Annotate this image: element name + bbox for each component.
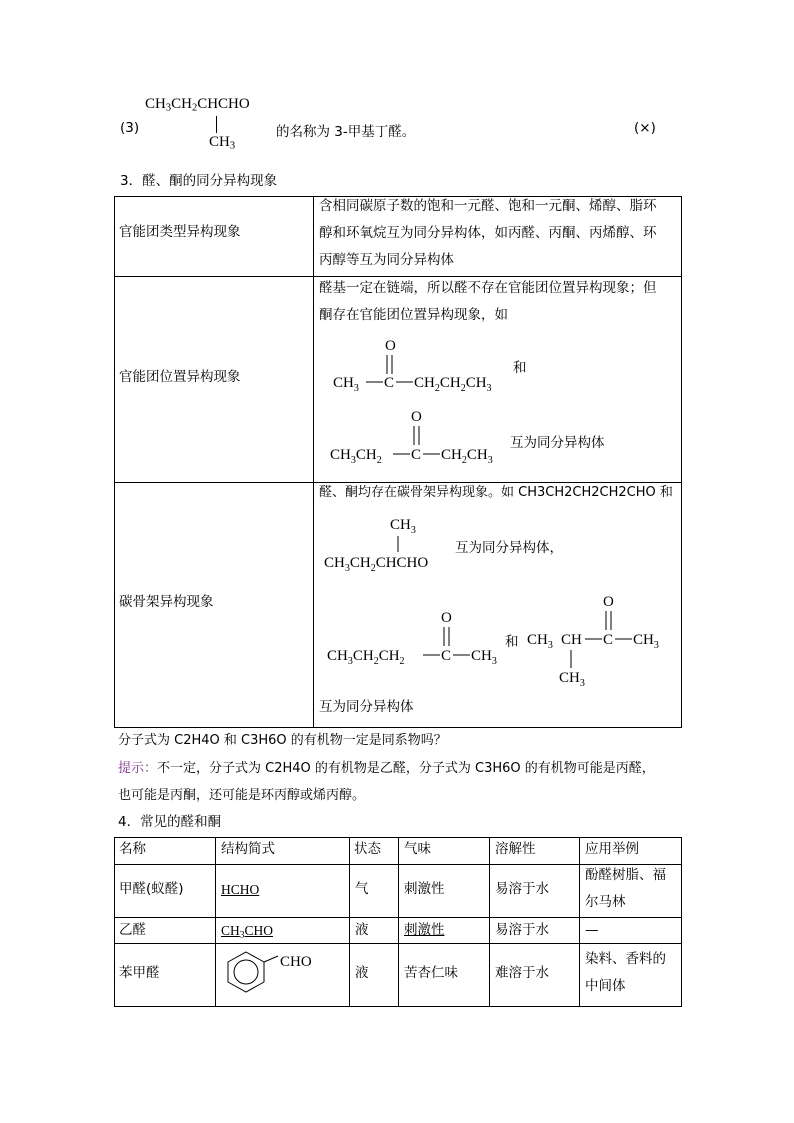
svg-text:CH2CH2CH3: $CH_2CH_2CH_3$: [414, 375, 492, 394]
row1-label: 官能团类型异构现象: [119, 224, 241, 240]
row3-label: 碳骨架异构现象: [119, 594, 214, 610]
svg-text:CH3CH2CHCHO: $CH_3CH_2CHCHO$: [324, 555, 429, 574]
row2-label: 官能团位置异构现象: [119, 369, 241, 385]
structure-3-methylbutanone: [525, 588, 675, 688]
item3-formula: $CH_3CH_2CHCHO$: [145, 96, 250, 114]
benzene-ring-icon: [222, 948, 282, 1000]
svg-text:O: O: [385, 338, 396, 354]
table-row-use-2: 中间体: [585, 978, 626, 994]
item3-number: (3): [120, 120, 140, 136]
svg-text:O: O: [411, 409, 422, 425]
row2-tail: 互为同分异构体: [510, 435, 605, 451]
item3-bond: [216, 116, 217, 133]
th-solubility: 溶解性: [495, 841, 536, 857]
row3-tail: 互为同分异构体: [319, 699, 414, 715]
table-row-solubility: 易溶于水: [495, 881, 549, 897]
row1-line2: 醇和环氧烷互为同分异构体，如丙醛、丙酮、丙烯醇、环: [319, 225, 657, 241]
svg-text:CH3CH2: $CH_3CH_2$: [330, 447, 382, 466]
table-row-name: 苯甲醛: [119, 965, 160, 981]
row2-line1: 醛基一定在链端，所以醛不存在官能团位置异构现象；但: [319, 280, 657, 296]
row2-line2: 酮存在官能团位置异构现象，如: [319, 307, 508, 323]
structure-3-pentanone: [328, 405, 518, 467]
svg-text:CH: CH: [561, 632, 582, 648]
question-text: 分子式为 C2H4O 和 C3H6O 的有机物一定是同系物吗？: [118, 733, 447, 748]
table-row-smell: 刺激性: [404, 922, 445, 938]
section4-heading: 4．常见的醛和酮: [118, 814, 222, 830]
structure-2-pentanone: [330, 334, 520, 396]
structure-2-pentanone-b: [325, 604, 505, 666]
table-row-use-2: 尔马林: [585, 894, 626, 910]
th-use: 应用举例: [585, 841, 639, 857]
row2-and: 和: [513, 360, 527, 376]
table-row-use-1: —: [585, 922, 599, 938]
svg-text:CH3: $CH_3$: [527, 632, 553, 651]
th-name: 名称: [119, 841, 146, 857]
row3-intro: 醛、酮均存在碳骨架异构现象。如 CH3CH2CH2CH2CHO 和: [319, 485, 673, 500]
table-row-state: 气: [355, 881, 369, 897]
table-row-name: 甲醛(蚁醛): [119, 881, 184, 897]
item3-statement: 的名称为 3-甲基丁醛。: [276, 124, 416, 140]
table-row-name: 乙醛: [119, 922, 146, 938]
svg-text:CH3: $CH_3$: [559, 670, 585, 688]
table-row-state: 液: [355, 965, 369, 981]
svg-text:CH3: $CH_3$: [390, 517, 416, 536]
table-row-state: 液: [355, 922, 369, 938]
table-row-formula: $CH_3CHO$: [221, 923, 273, 941]
row1-line3: 丙醇等互为同分异构体: [319, 252, 454, 268]
svg-text:C: C: [441, 648, 452, 664]
row1-line1: 含相同碳原子数的饱和一元醛、饱和一元酮、烯醇、脂环: [319, 198, 657, 214]
row3-and: 和: [505, 634, 519, 650]
item3-branch: $CH_3$: [209, 134, 236, 152]
svg-text:CH3: $CH_3$: [471, 648, 497, 666]
table-row-smell: 刺激性: [404, 881, 445, 897]
table-row-solubility: 难溶于水: [495, 965, 549, 981]
svg-text:CH3: $CH_3$: [333, 375, 359, 394]
row3-mid: 互为同分异构体，: [455, 540, 563, 556]
svg-text:O: O: [603, 594, 614, 610]
table-row-formula: HCHO: [221, 882, 260, 897]
hint-line1: 提示：不一定，分子式为 C2H4O 的有机物是乙醛，分子式为 C3H6O 的有机物可能是丙醛，: [118, 761, 655, 776]
th-state: 状态: [354, 841, 381, 857]
svg-text:C: C: [384, 375, 395, 391]
svg-text:C: C: [603, 632, 614, 648]
table-row-formula: CHO: [280, 954, 312, 970]
structure-2-methylbutanal: [322, 512, 462, 574]
svg-text:CH3CH2CH2: $CH_3CH_2CH_2$: [327, 648, 405, 666]
th-formula: 结构简式: [221, 841, 275, 857]
svg-text:CH3: $CH_3$: [633, 632, 659, 651]
hint-label: 提示：: [118, 761, 158, 776]
section3-heading: 3．醛、酮的同分异构现象: [120, 173, 278, 189]
svg-text:O: O: [441, 610, 452, 626]
table-row-solubility: 易溶于水: [495, 922, 549, 938]
table-row-smell: 苦杏仁味: [404, 965, 458, 981]
th-smell: 气味: [404, 841, 431, 857]
table-row-use-1: 酚醛树脂、福: [585, 867, 666, 883]
hint-line2: 也可能是丙酮，还可能是环丙醇或烯丙醇。: [118, 788, 366, 803]
item3-mark: (×): [634, 120, 656, 136]
svg-text:CH2CH3: $CH_2CH_3$: [441, 447, 493, 466]
svg-text:C: C: [411, 447, 422, 463]
table-row-use-1: 染料、香料的: [585, 951, 666, 967]
